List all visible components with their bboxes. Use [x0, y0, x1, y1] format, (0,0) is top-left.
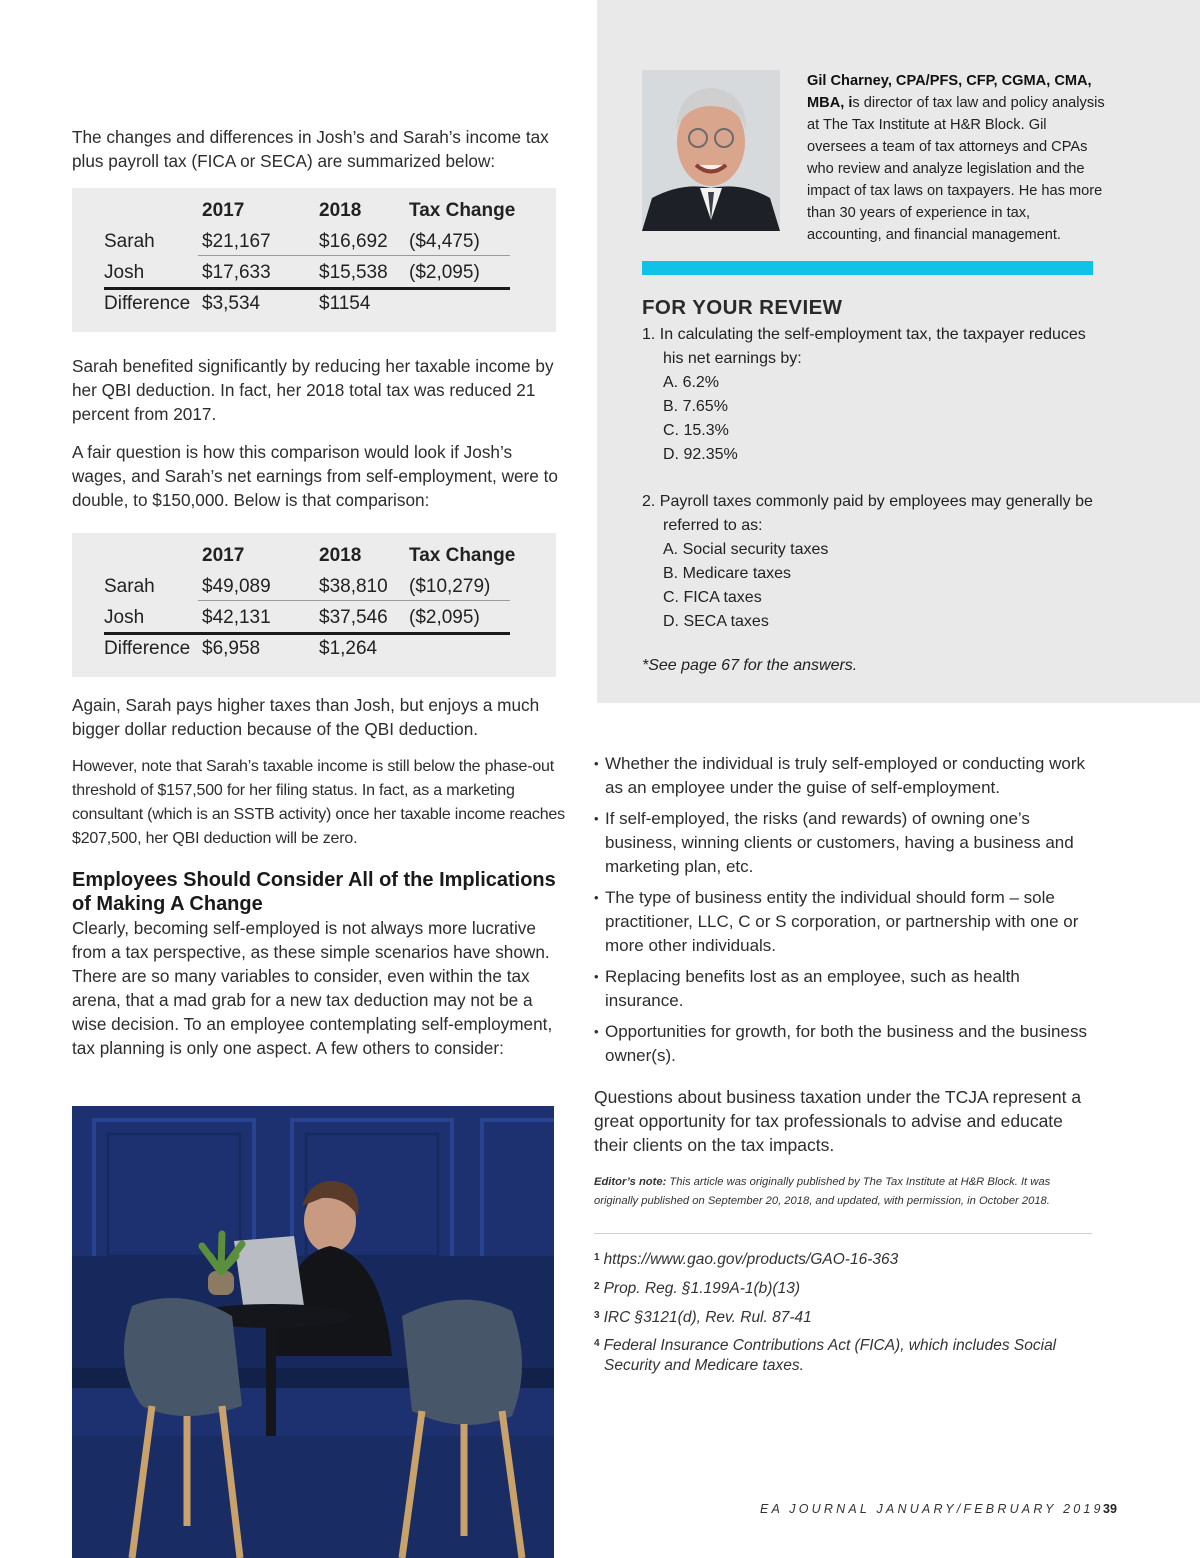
table1-header-2018: 2018: [319, 200, 362, 221]
question-1-option: D. 92.35%: [663, 446, 738, 463]
review-title: FOR YOUR REVIEW: [642, 296, 843, 319]
editor-note-text: This article was originally published by The Tax Institute at H&R Block. It was originally published on September 20, 2018, and updated, with permission, in October 2018.: [594, 1176, 1051, 1207]
table1-header-2017: 2017: [202, 200, 245, 221]
review-question-2: [642, 490, 1102, 634]
list-item: • Opportunities for growth, for both the business and the business owner(s).: [594, 1020, 1094, 1068]
table2-header-2017: 2017: [202, 545, 245, 566]
footnote-number: 4: [594, 1338, 600, 1349]
list-item: • The type of business entity the individual should form – sole practitioner, LLC, C or S corporation, or partnership with one or more other individuals.: [594, 886, 1094, 958]
table2-row-label: Josh: [104, 607, 145, 628]
footnote-2: [594, 1277, 1104, 1299]
intro-paragraph: The changes and differences in Josh’s and Sarah’s income tax plus payroll tax (FICA or SECA) are summarized below:: [72, 127, 549, 171]
footnote-text: Prop. Reg. §1.199A-1(b)(13): [603, 1280, 800, 1297]
footnote-4: [594, 1334, 1104, 1376]
table2-cell: $6,958: [202, 638, 261, 659]
footnote-number: 2: [594, 1281, 600, 1292]
table1-row-label: Difference: [104, 293, 191, 314]
footnote-text: Federal Insurance Contributions Act (FICA), which includes Social Security and Medicare taxes.: [603, 1337, 1057, 1374]
table2-cell: $42,131: [202, 607, 271, 628]
table1-cell: $3,534: [202, 293, 261, 314]
question-2-option: D. SECA taxes: [663, 613, 769, 630]
table2-divider: [198, 600, 510, 601]
list-item: • Whether the individual is truly self-employed or conducting work as an employee under the guise of self-employment.: [594, 752, 1094, 800]
editor-note: [594, 1173, 1094, 1211]
question-1-option: B. 7.65%: [663, 398, 728, 415]
table1-row-label: Sarah: [104, 231, 155, 252]
table2-cell: $49,089: [202, 576, 271, 597]
paragraph-phase-out: However, note that Sarah’s taxable income is still below the phase-out threshold of $157,500 for her filing status. In fact, as a marketing consultant (which is an SSTB activity) once her taxable income reaches $207,500, her QBI deduction will be zero.: [72, 758, 565, 847]
table1-cell: $15,538: [319, 262, 388, 283]
table2-cell: $37,546: [319, 607, 388, 628]
table2-cell: $38,810: [319, 576, 388, 597]
closing-paragraph: Questions about business taxation under the TCJA represent a great opportunity for tax professionals to advise and educate their clients on the tax impacts.: [594, 1087, 1082, 1155]
footnote-text[interactable]: https://www.gao.gov/products/GAO-16-363: [603, 1251, 899, 1268]
paragraph-fair-question: A fair question is how this comparison would look if Josh’s wages, and Sarah’s net earnings from self-employment, were to double, to $150,000. Below is that comparison:: [72, 442, 558, 510]
author-bio-text: s director of tax law and policy analysis at The Tax Institute at H&R Block. Gil oversees a team of tax attorneys and CPAs who review and analyze legislation and the impact of tax laws on taxpayers. He has more than 30 years of experience in tax, accounting, and financial management.: [807, 95, 1105, 243]
footnote-text: IRC §3121(d), Rev. Rul. 87-41: [603, 1309, 812, 1326]
table2-total-rule: [104, 632, 510, 635]
question-2-option: A. Social security taxes: [663, 541, 829, 558]
table1-cell: $1154: [319, 293, 371, 314]
answers-note: *See page 67 for the answers.: [642, 657, 858, 674]
photo-man-with-laptop: [72, 1106, 554, 1558]
footnote-3: [594, 1306, 1104, 1328]
paragraph-again: Again, Sarah pays higher taxes than Josh, but enjoys a much bigger dollar reduction because of the QBI deduction.: [72, 695, 540, 739]
table1-divider: [198, 255, 510, 256]
author-portrait: [642, 70, 780, 231]
footnotes-divider: [594, 1233, 1092, 1234]
table2-header-tax-change: Tax Change: [409, 545, 516, 566]
table2-cell: ($2,095): [409, 607, 480, 628]
footnote-number: 3: [594, 1310, 600, 1321]
table2-cell: $1,264: [319, 638, 378, 659]
table2-header-2018: 2018: [319, 545, 362, 566]
review-question-1: [642, 323, 1102, 467]
table2-row-label: Difference: [104, 638, 191, 659]
table1-cell: $16,692: [319, 231, 388, 252]
section-subheading: Employees Should Consider All of the Implications of Making A Change: [72, 869, 556, 915]
question-1-text: 1. In calculating the self-employment tax, the taxpayer reduces his net earnings by:: [642, 326, 1086, 367]
paragraph-qbi-benefit: Sarah benefited significantly by reducing her taxable income by her QBI deduction. In fact, her 2018 total tax was reduced 21 percent from 2017.: [72, 356, 554, 424]
table1-cell: ($2,095): [409, 262, 480, 283]
list-item: • If self-employed, the risks (and rewards) of owning one’s business, winning clients or customers, having a business and marketing plan, etc.: [594, 807, 1094, 879]
table1-cell: ($4,475): [409, 231, 480, 252]
author-name: Gil Charney, CPA/PFS, CFP, CGMA, CMA, MBA, i: [807, 73, 1092, 111]
table1-header-tax-change: Tax Change: [409, 200, 516, 221]
question-1-option: A. 6.2%: [663, 374, 720, 391]
tax-comparison-table-2: [72, 533, 556, 677]
paragraph-clearly: Clearly, becoming self-employed is not always more lucrative from a tax perspective, as these simple scenarios have shown. There are so many variables to consider, even within the tax arena, that a mad grab for a new tax deduction may not be a wise decision. To an employee contemplating self-employment, tax planning is only one aspect. A few others to consider:: [72, 918, 553, 1058]
list-item: • Replacing benefits lost as an employee, such as health insurance.: [594, 965, 1094, 1013]
table1-cell: $21,167: [202, 231, 271, 252]
author-bio: [807, 70, 1107, 246]
table2-cell: ($10,279): [409, 576, 491, 597]
question-1-option: C. 15.3%: [663, 422, 729, 439]
question-2-text: 2. Payroll taxes commonly paid by employees may generally be referred to as:: [642, 493, 1093, 534]
considerations-list: [594, 752, 1094, 1075]
editor-note-label: Editor’s note:: [594, 1176, 667, 1188]
tax-comparison-table-1: [72, 188, 556, 332]
table1-cell: $17,633: [202, 262, 271, 283]
question-2-option: B. Medicare taxes: [663, 565, 792, 582]
journal-footer: EA JOURNAL JANUARY/FEBRUARY 2019: [760, 1502, 1104, 1516]
footnote-1: [594, 1248, 1104, 1270]
footnote-number: 1: [594, 1252, 600, 1263]
table1-total-rule: [104, 287, 510, 290]
table1-row-label: Josh: [104, 262, 145, 283]
question-2-option: C. FICA taxes: [663, 589, 762, 606]
table2-row-label: Sarah: [104, 576, 155, 597]
page-number: 39: [1103, 1502, 1117, 1516]
accent-bar: [642, 261, 1093, 275]
